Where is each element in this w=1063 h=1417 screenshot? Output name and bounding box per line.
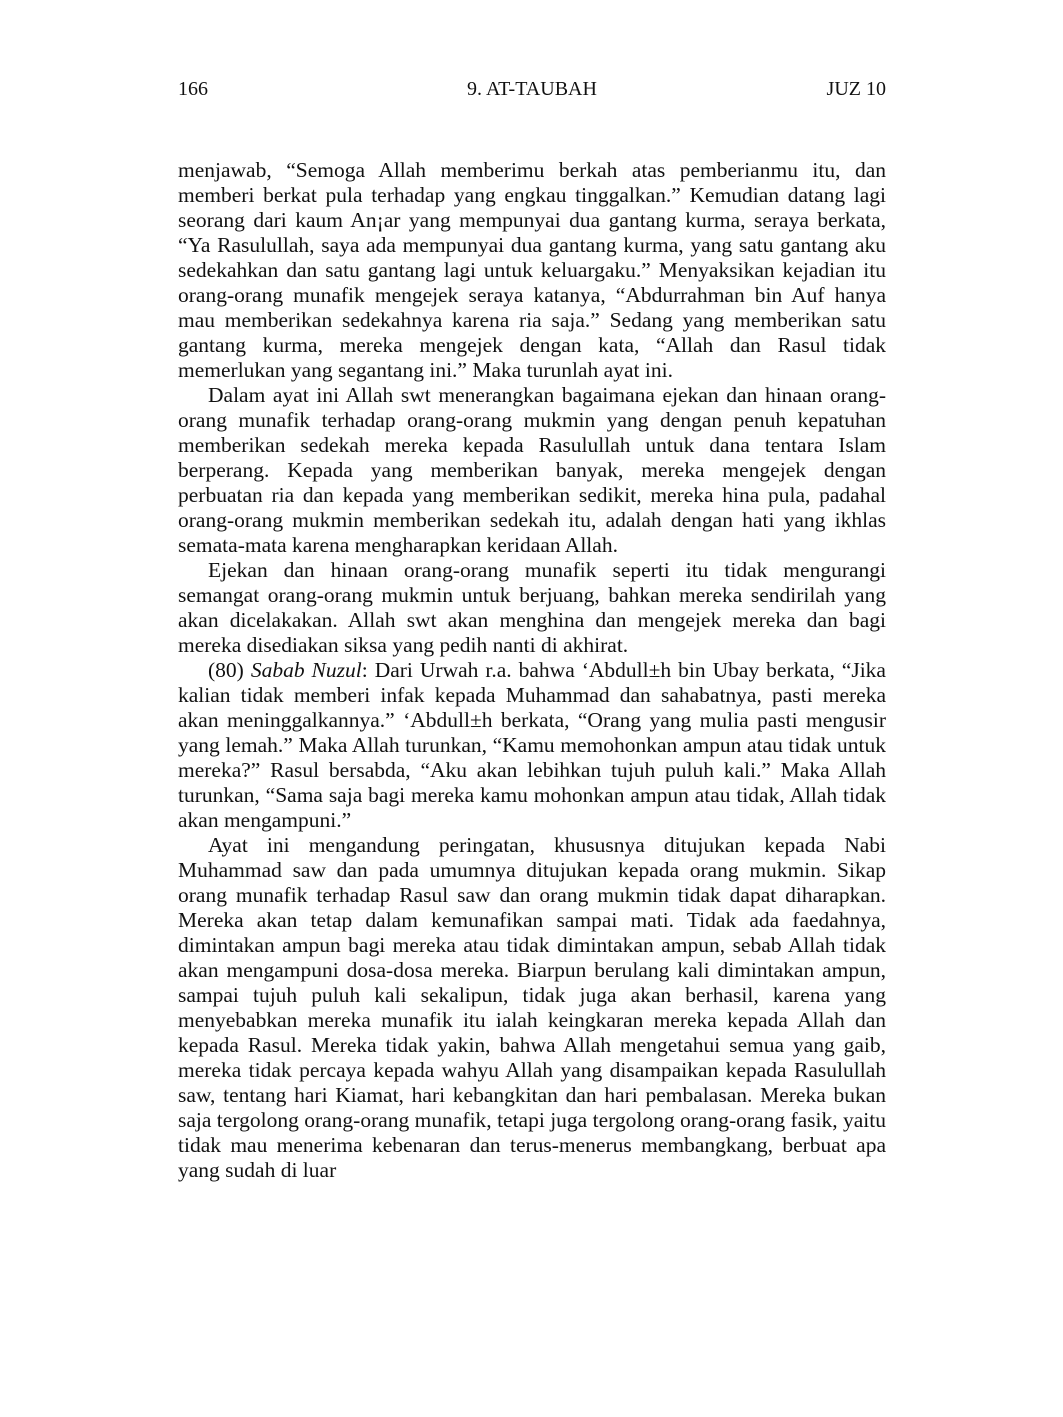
verse-number: (80) <box>208 658 251 682</box>
chapter-title: 9. AT-TAUBAH <box>467 78 597 100</box>
page-body <box>178 158 886 1183</box>
paragraph: Dalam ayat ini Allah swt menerangkan bagaimana ejekan dan hinaan orang-orang munafik terhadap orang-orang mukmin yang dengan penuh kepatuhan memberikan sedekah mereka kepada Rasulullah untuk dana tentara Islam berperang. Kepada yang memberikan banyak, mereka mengejek dengan perbuatan ria dan kepada yang memberikan sedikit, mereka hina pula, padahal orang-orang mukmin memberikan sedekah itu, adalah dengan hati yang ikhlas semata-mata karena mengharapkan keridaan Allah. <box>178 383 886 557</box>
paragraph: Ayat ini mengandung peringatan, khususnya ditujukan kepada Nabi Muhammad saw dan pada umumnya ditujukan kepada orang mukmin. Sikap orang munafik terhadap Rasul saw dan orang mukmin tidak dapat diharapkan. Mereka akan tetap dalam kemunafikan sampai mati. Tidak ada faedahnya, dimintakan ampun bagi mereka atau tidak dimintakan ampun, sebab Allah tidak akan mengampuni dosa-dosa mereka. Biarpun berulang kali dimintakan ampun, sampai tujuh puluh kali sekalipun, tidak juga akan berhasil, karena yang menyebabkan mereka munafik itu ialah keingkaran mereka kepada Allah dan kepada Rasul. Mereka tidak yakin, bahwa Allah mengetahui semua yang gaib, mereka tidak percaya kepada wahyu Allah yang disampaikan kepada Rasulullah saw, tentang hari Kiamat, hari kebangkitan dan hari pembalasan. Mereka bukan saja tergolong orang-orang munafik, tetapi juga tergolong orang-orang fasik, yaitu tidak mau menerima kebenaran dan terus-menerus membangkang, berbuat apa yang sudah di luar <box>178 833 886 1182</box>
sabab-nuzul-paragraph <box>178 658 886 833</box>
paragraph: menjawab, “Semoga Allah memberimu berkah atas pemberianmu itu, dan memberi berkat pula terhadap yang engkau tinggalkan.” Kemudian datang lagi seorang dari kaum An¡ar yang mempunyai dua gantang kurma, seraya berkata, “Ya Rasulullah, saya ada mempunyai dua gantang kurma, yang satu gantang aku sedekahkan dan satu gantang lagi untuk keluargaku.” Menyaksikan kejadian itu orang-orang munafik mengejek seraya katanya, “Abdurrahman bin Auf hanya mau memberikan sedekahnya karena ria saja.” Sedang yang memberikan satu gantang kurma, mereka mengejek dengan kata, “Allah dan Rasul tidak memerlukan yang segantang ini.” Maka turunlah ayat ini. <box>178 158 886 382</box>
paragraph: Ejekan dan hinaan orang-orang munafik seperti itu tidak mengurangi semangat orang-orang mukmin untuk berjuang, bahkan mereka sendirilah yang akan dicelakakan. Allah swt akan menghina dan mengejek mereka dan bagi mereka disediakan siksa yang pedih nanti di akhirat. <box>178 558 886 657</box>
juz-label: JUZ 10 <box>826 78 886 100</box>
page-header <box>178 74 886 104</box>
page-number: 166 <box>178 78 208 100</box>
sabab-nuzul-label: Sabab Nuzul <box>250 658 362 682</box>
sabab-nuzul-text: : Dari Urwah r.a. bahwa ‘Abdull±h bin Ubay berkata, “Jika kalian tidak memberi infak kepada Muhammad dan sahabatnya, pasti mereka akan meninggalkannya.” ‘Abdull±h berkata, “Orang yang mulia pasti mengusir yang lemah.” Maka Allah turunkan, “Kamu memohonkan ampun atau tidak untuk mereka?” Rasul bersabda, “Aku akan lebihkan tujuh puluh kali.” Maka Allah turunkan, “Sama saja bagi mereka kamu mohonkan ampun atau tidak, Allah tidak akan mengampuni.” <box>178 658 886 832</box>
